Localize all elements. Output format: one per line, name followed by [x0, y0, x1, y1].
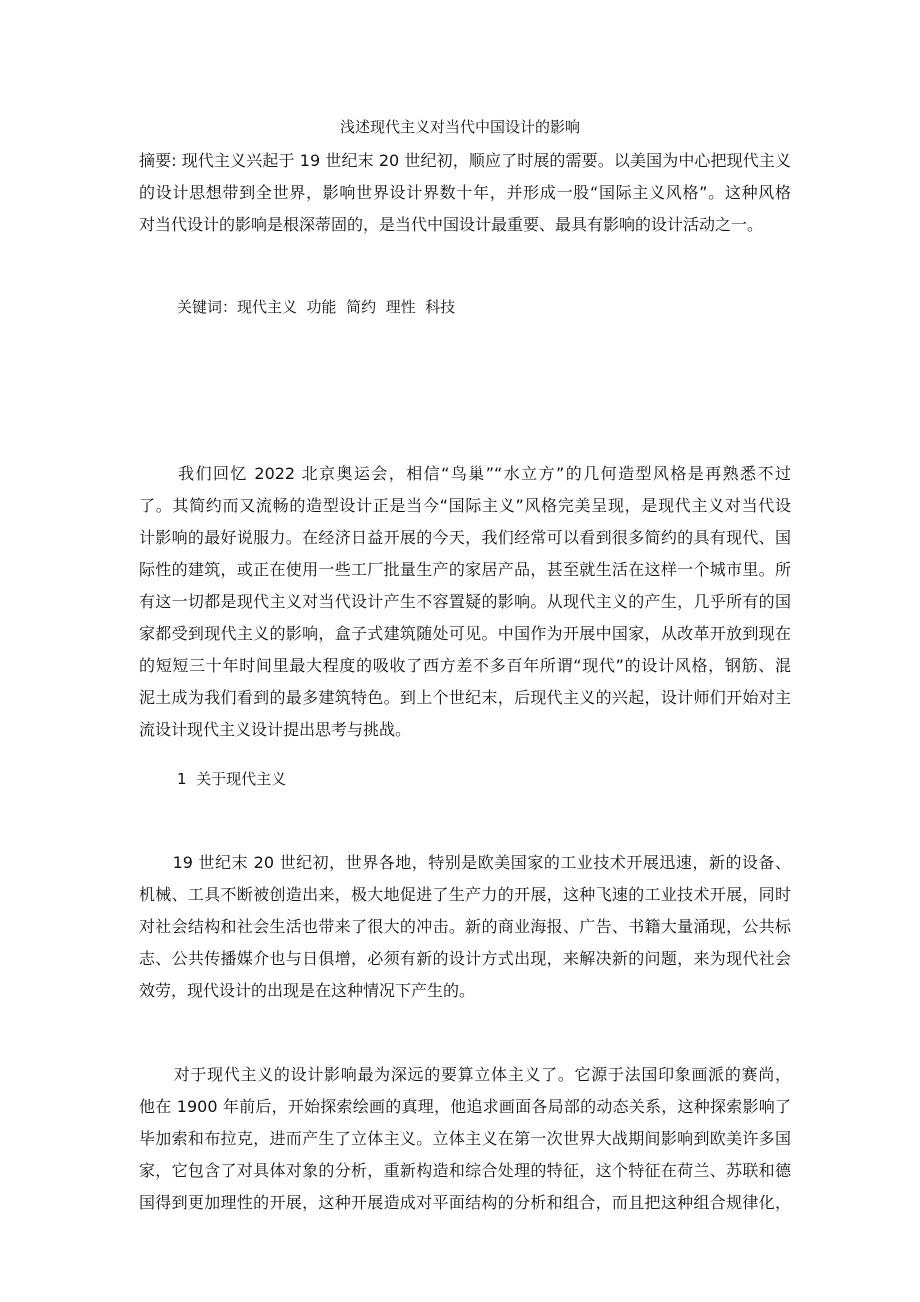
paragraph-line: 泥土成为我们看到的最多建筑特色。到上个世纪末，后现代主义的兴起，设计师们开始对主 [139, 688, 791, 707]
paragraph-line: 效劳，现代设计的出现是在这种情况下产生的。 [139, 981, 476, 1000]
paragraph-line: 我们回忆 2022 北京奥运会，相信“鸟巢”“水立方”的几何造型风格是再熟悉不过 [139, 464, 791, 483]
paragraph-line: 机械、工具不断被创造出来，极大地促进了生产力的开展，这种飞速的工业技术开展，同时 [139, 885, 791, 904]
abstract [139, 145, 791, 241]
paragraph-line: 对于现代主义的设计影响最为深远的要算立体主义了。它源于法国印象画派的赛尚， [139, 1065, 791, 1084]
keywords: 关键词：现代主义 功能 简约 理性 科技 [177, 298, 456, 316]
paragraph-line: 对社会结构和社会生活也带来了很大的冲击。新的商业海报、广告、书籍大量涌现，公共标 [139, 917, 791, 936]
abstract-line: 对当代设计的影响是根深蒂固的，是当代中国设计最重要、最具有影响的设计活动之一。 [139, 215, 764, 234]
paragraph-line: 家都受到现代主义的影响，盒子式建筑随处可见。中国作为开展中国家，从改革开放到现在 [139, 624, 791, 643]
paragraph-line: 计影响的最好说服力。在经济日益开展的今天，我们经常可以看到很多简约的具有现代、国 [139, 528, 791, 547]
paragraph-line: 流设计现代主义设计提出思考与挑战。 [139, 720, 412, 739]
paragraph-3 [139, 1059, 791, 1219]
paragraph-line: 国得到更加理性的开展，这种开展造成对平面结构的分析和组合，而且把这种组合规律化， [139, 1193, 791, 1212]
section-heading: 1 关于现代主义 [177, 770, 287, 788]
paragraph-line: 的短短三十年时间里最大程度的吸收了西方差不多百年所谓“现代”的设计风格，钢筋、混 [139, 656, 791, 675]
paragraph-line: 了。其简约而又流畅的造型设计正是当今“国际主义”风格完美呈现，是现代主义对当代设 [139, 496, 791, 515]
paragraph-line: 家，它包含了对具体对象的分析，重新构造和综合处理的特征，这个特征在荷兰、苏联和德 [139, 1161, 791, 1180]
abstract-line: 摘要: 现代主义兴起于 19 世纪末 20 世纪初，顺应了时展的需要。以美国为中心把现代主义 [139, 151, 791, 170]
paragraph-line: 志、公共传播媒介也与日俱增，必须有新的设计方式出现，来解决新的问题，来为现代社会 [139, 949, 791, 968]
paragraph-line: 他在 1900 年前后，开始探索绘画的真理，他追求画面各局部的动态关系，这种探索影响了 [139, 1097, 791, 1116]
paragraph-line: 际性的建筑，或正在使用一些工厂批量生产的家居产品，甚至就生活在这样一个城市里。所 [139, 560, 791, 579]
document-title: 浅述现代主义对当代中国设计的影响 [339, 118, 580, 136]
paragraph-1 [139, 458, 791, 746]
paragraph-line: 有这一切都是现代主义对当代设计产生不容置疑的影响。从现代主义的产生，几乎所有的国 [139, 592, 791, 611]
abstract-line: 的设计思想带到全世界，影响世界设计界数十年，并形成一股“国际主义风格”。这种风格 [139, 183, 791, 202]
paragraph-line: 19 世纪末 20 世纪初，世界各地，特别是欧美国家的工业技术开展迅速，新的设备、 [139, 853, 791, 872]
paragraph-2 [139, 847, 791, 1007]
paragraph-line: 毕加索和布拉克，进而产生了立体主义。立体主义在第一次世界大战期间影响到欧美许多国 [139, 1129, 791, 1148]
